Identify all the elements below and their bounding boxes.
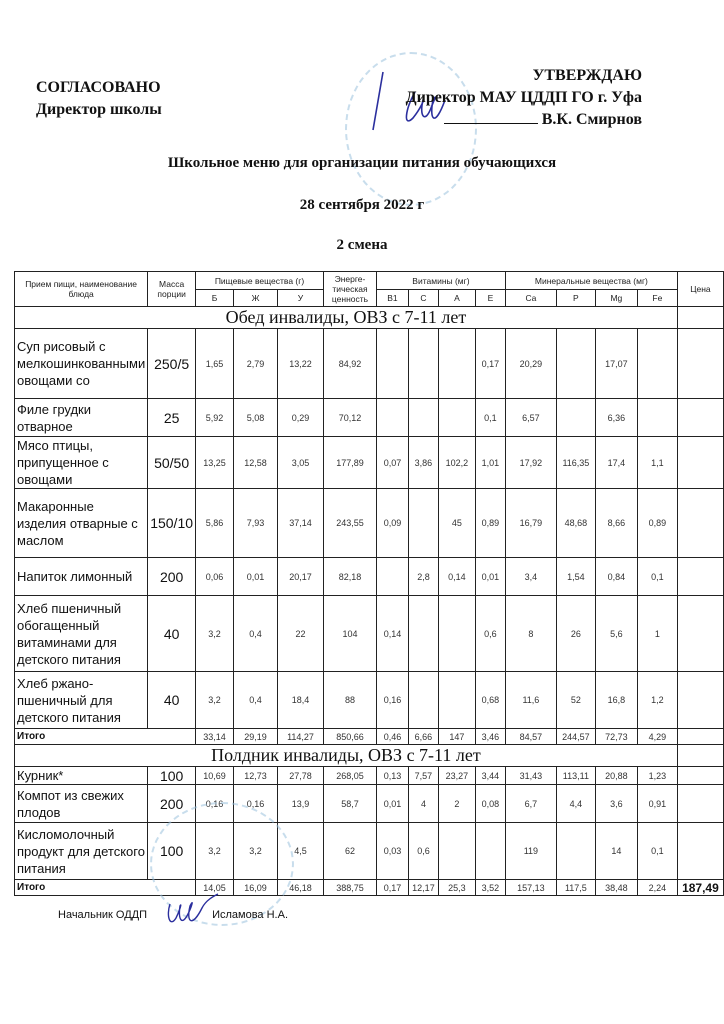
cell-u: 18,4: [278, 672, 324, 729]
total-ca: 84,57: [505, 729, 556, 745]
table-row: [15, 767, 724, 785]
cell-fe: 0,91: [637, 785, 677, 823]
cell-c: 3,86: [408, 437, 438, 489]
header-carbs: У: [278, 290, 324, 307]
cell-ca: 6,7: [505, 785, 556, 823]
cell-mg: 16,8: [595, 672, 637, 729]
price-cell: [677, 823, 723, 880]
document-shift: 2 смена: [336, 237, 388, 253]
total-c: 12,17: [408, 880, 438, 896]
dish-name: Компот из свежих плодов: [15, 785, 148, 823]
cell-e: 0,68: [475, 672, 505, 729]
cell-fe: 1,23: [637, 767, 677, 785]
portion-cell: 150/10: [148, 489, 196, 558]
cell-b: 5,86: [196, 489, 234, 558]
portion-cell: 50/50: [148, 437, 196, 489]
portion-cell: 200: [148, 785, 196, 823]
cell-c: 0,6: [408, 823, 438, 880]
cell-b1: [376, 558, 408, 596]
cell-e: 0,01: [475, 558, 505, 596]
table-row: [15, 596, 724, 672]
cell-p: [556, 399, 595, 437]
menu-body: [15, 307, 724, 896]
header-fat: Ж: [234, 290, 278, 307]
cell-energy: 268,05: [323, 767, 376, 785]
cell-a: [438, 823, 475, 880]
cell-c: [408, 329, 438, 399]
price-cell: [677, 489, 723, 558]
cell-b1: [376, 329, 408, 399]
total-e: 3,46: [475, 729, 505, 745]
header-meal: Прием пищи, наименование блюда: [15, 272, 148, 307]
portion-cell: 200: [148, 558, 196, 596]
cell-b1: 0,03: [376, 823, 408, 880]
cell-b1: 0,13: [376, 767, 408, 785]
cell-e: [475, 823, 505, 880]
section-title: Полдник инвалиды, ОВЗ с 7-11 лет: [15, 745, 678, 767]
dish-name: Суп рисовый с мелкошинкованными овощами со: [15, 329, 148, 399]
total-e: 3,52: [475, 880, 505, 896]
cell-e: 1,01: [475, 437, 505, 489]
header-ca: Ca: [505, 290, 556, 307]
price-cell: [677, 672, 723, 729]
total-c: 6,66: [408, 729, 438, 745]
cell-e: 0,17: [475, 329, 505, 399]
portion-cell: 40: [148, 672, 196, 729]
cell-u: 0,29: [278, 399, 324, 437]
dish-name: Курник*: [15, 767, 148, 785]
cell-zh: 0,16: [234, 785, 278, 823]
cell-mg: 0,84: [595, 558, 637, 596]
cell-b: 5,92: [196, 399, 234, 437]
cell-p: 116,35: [556, 437, 595, 489]
cell-e: 0,08: [475, 785, 505, 823]
cell-c: 2,8: [408, 558, 438, 596]
cell-a: 2: [438, 785, 475, 823]
cell-zh: 12,73: [234, 767, 278, 785]
total-row: [15, 880, 724, 896]
header-energy: Энерге-тическая ценность: [323, 272, 376, 307]
cell-zh: 7,93: [234, 489, 278, 558]
dish-name: Напиток лимонный: [15, 558, 148, 596]
footer-name: Исламова Н.А.: [212, 909, 289, 921]
cell-b: 3,2: [196, 823, 234, 880]
cell-ca: 16,79: [505, 489, 556, 558]
cell-zh: 0,4: [234, 672, 278, 729]
total-a: 25,3: [438, 880, 475, 896]
cell-a: 23,27: [438, 767, 475, 785]
total-b: 14,05: [196, 880, 234, 896]
section-title: Обед инвалиды, ОВЗ с 7-11 лет: [15, 307, 678, 329]
table-row: [15, 785, 724, 823]
header-fe: Fe: [637, 290, 677, 307]
portion-cell: 250/5: [148, 329, 196, 399]
cell-energy: 243,55: [323, 489, 376, 558]
cell-b: 0,06: [196, 558, 234, 596]
cell-fe: [637, 399, 677, 437]
table-row: [15, 672, 724, 729]
cell-a: [438, 399, 475, 437]
cell-mg: 17,4: [595, 437, 637, 489]
cell-c: [408, 489, 438, 558]
dish-name: Мясо птицы, припущенное с овощами: [15, 437, 148, 489]
document-date: 28 сентября 2022 г: [299, 197, 425, 213]
cell-b: 3,2: [196, 596, 234, 672]
cell-energy: 88: [323, 672, 376, 729]
total-row: [15, 729, 724, 745]
cell-energy: 70,12: [323, 399, 376, 437]
total-zh: 29,19: [234, 729, 278, 745]
cell-c: 7,57: [408, 767, 438, 785]
header-mg: Mg: [595, 290, 637, 307]
cell-mg: 5,6: [595, 596, 637, 672]
cell-b1: 0,09: [376, 489, 408, 558]
cell-fe: 0,89: [637, 489, 677, 558]
cell-ca: 20,29: [505, 329, 556, 399]
section-price-cell: [677, 745, 723, 767]
table-row: [15, 489, 724, 558]
total-p: 117,5: [556, 880, 595, 896]
approval-left-position: Директор школы: [36, 101, 162, 118]
cell-p: 26: [556, 596, 595, 672]
header-row-1: [15, 272, 724, 290]
cell-a: 0,14: [438, 558, 475, 596]
cell-zh: 0,4: [234, 596, 278, 672]
total-fe: 4,29: [637, 729, 677, 745]
header-price: Цена: [677, 272, 723, 307]
cell-p: 48,68: [556, 489, 595, 558]
cell-ca: 6,57: [505, 399, 556, 437]
signature-line: [444, 123, 538, 124]
section-header-row: [15, 307, 724, 329]
cell-fe: 0,1: [637, 558, 677, 596]
cell-ca: 11,6: [505, 672, 556, 729]
cell-energy: 82,18: [323, 558, 376, 596]
total-mg: 72,73: [595, 729, 637, 745]
menu-table: [14, 271, 724, 896]
cell-e: 3,44: [475, 767, 505, 785]
cell-ca: 3,4: [505, 558, 556, 596]
cell-c: [408, 596, 438, 672]
section-header-row: [15, 745, 724, 767]
header-b1: B1: [376, 290, 408, 307]
price-cell: [677, 399, 723, 437]
dish-name: Кисломолочный продукт для детского питания: [15, 823, 148, 880]
price-cell: [677, 785, 723, 823]
cell-e: 0,89: [475, 489, 505, 558]
cell-fe: 0,1: [637, 823, 677, 880]
cell-fe: [637, 329, 677, 399]
cell-a: [438, 329, 475, 399]
price-cell: [677, 437, 723, 489]
price-cell: [677, 558, 723, 596]
total-price: 187,49: [677, 880, 723, 896]
cell-ca: 8: [505, 596, 556, 672]
portion-cell: 100: [148, 823, 196, 880]
cell-b1: 0,16: [376, 672, 408, 729]
cell-c: [408, 399, 438, 437]
cell-u: 22: [278, 596, 324, 672]
total-energy: 850,66: [323, 729, 376, 745]
approval-right-title: УТВЕРЖДАЮ: [532, 67, 642, 84]
cell-ca: 31,43: [505, 767, 556, 785]
portion-cell: 40: [148, 596, 196, 672]
header-nutrients: Пищевые вещества (г): [196, 272, 324, 290]
table-row: [15, 399, 724, 437]
cell-p: 4,4: [556, 785, 595, 823]
header-e: E: [475, 290, 505, 307]
cell-energy: 104: [323, 596, 376, 672]
cell-a: 102,2: [438, 437, 475, 489]
cell-energy: 62: [323, 823, 376, 880]
cell-fe: 1,1: [637, 437, 677, 489]
cell-mg: 14: [595, 823, 637, 880]
price-cell: [677, 596, 723, 672]
approval-left: [36, 77, 162, 121]
document-title: Школьное меню для организации питания обучающихся: [167, 155, 557, 171]
cell-zh: 2,79: [234, 329, 278, 399]
cell-u: 13,22: [278, 329, 324, 399]
cell-u: 3,05: [278, 437, 324, 489]
cell-zh: 12,58: [234, 437, 278, 489]
cell-p: [556, 329, 595, 399]
total-label: Итого: [15, 729, 196, 745]
cell-u: 4,5: [278, 823, 324, 880]
footer-position: Начальник ОДДП: [58, 909, 148, 921]
cell-fe: 1: [637, 596, 677, 672]
cell-a: 45: [438, 489, 475, 558]
cell-p: 113,11: [556, 767, 595, 785]
approval-right: [380, 65, 642, 131]
cell-u: 13,9: [278, 785, 324, 823]
cell-b1: 0,07: [376, 437, 408, 489]
total-b: 33,14: [196, 729, 234, 745]
approval-right-position: Директор МАУ ЦДДП ГО г. Уфа: [405, 89, 642, 106]
cell-mg: 17,07: [595, 329, 637, 399]
cell-b: 0,16: [196, 785, 234, 823]
cell-u: 37,14: [278, 489, 324, 558]
cell-p: 52: [556, 672, 595, 729]
total-zh: 16,09: [234, 880, 278, 896]
approval-left-title: СОГЛАСОВАНО: [36, 79, 161, 96]
total-p: 244,57: [556, 729, 595, 745]
cell-ca: 119: [505, 823, 556, 880]
total-label: Итого: [15, 880, 196, 896]
cell-p: [556, 823, 595, 880]
table-row: [15, 329, 724, 399]
cell-energy: 58,7: [323, 785, 376, 823]
dish-name: Хлеб пшеничный обогащенный витаминами для детского питания: [15, 596, 148, 672]
dish-name: Хлеб ржано-пшеничный для детского питания: [15, 672, 148, 729]
cell-e: 0,1: [475, 399, 505, 437]
price-cell: [677, 767, 723, 785]
total-energy: 388,75: [323, 880, 376, 896]
header-minerals: Минеральные вещества (мг): [505, 272, 677, 290]
cell-mg: 6,36: [595, 399, 637, 437]
table-row: [15, 437, 724, 489]
total-u: 114,27: [278, 729, 324, 745]
section-price-cell: [677, 307, 723, 329]
price-cell: [677, 329, 723, 399]
cell-b1: [376, 399, 408, 437]
cell-a: [438, 672, 475, 729]
total-fe: 2,24: [637, 880, 677, 896]
total-b1: 0,46: [376, 729, 408, 745]
cell-mg: 20,88: [595, 767, 637, 785]
cell-u: 20,17: [278, 558, 324, 596]
table-row: [15, 823, 724, 880]
cell-b: 3,2: [196, 672, 234, 729]
cell-e: 0,6: [475, 596, 505, 672]
total-ca: 157,13: [505, 880, 556, 896]
header-a: A: [438, 290, 475, 307]
dish-name: Филе грудки отварное: [15, 399, 148, 437]
cell-zh: 3,2: [234, 823, 278, 880]
cell-mg: 3,6: [595, 785, 637, 823]
cell-a: [438, 596, 475, 672]
cell-energy: 84,92: [323, 329, 376, 399]
cell-p: 1,54: [556, 558, 595, 596]
total-b1: 0,17: [376, 880, 408, 896]
table-row: [15, 558, 724, 596]
cell-b1: 0,14: [376, 596, 408, 672]
total-a: 147: [438, 729, 475, 745]
header-vitamins: Витамины (мг): [376, 272, 505, 290]
total-mg: 38,48: [595, 880, 637, 896]
cell-c: 4: [408, 785, 438, 823]
portion-cell: 25: [148, 399, 196, 437]
signature-head-icon: [160, 888, 220, 933]
header-protein: Б: [196, 290, 234, 307]
cell-c: [408, 672, 438, 729]
cell-b: 13,25: [196, 437, 234, 489]
cell-zh: 5,08: [234, 399, 278, 437]
dish-name: Макаронные изделия отварные с маслом: [15, 489, 148, 558]
cell-mg: 8,66: [595, 489, 637, 558]
cell-b: 10,69: [196, 767, 234, 785]
header-c: C: [408, 290, 438, 307]
portion-cell: 100: [148, 767, 196, 785]
total-u: 46,18: [278, 880, 324, 896]
cell-ca: 17,92: [505, 437, 556, 489]
header-p: P: [556, 290, 595, 307]
total-price: [677, 729, 723, 745]
approval-right-signatory: В.К. Смирнов: [541, 111, 642, 128]
cell-b: 1,65: [196, 329, 234, 399]
cell-fe: 1,2: [637, 672, 677, 729]
cell-zh: 0,01: [234, 558, 278, 596]
cell-u: 27,78: [278, 767, 324, 785]
cell-b1: 0,01: [376, 785, 408, 823]
cell-energy: 177,89: [323, 437, 376, 489]
header-portion: Масса порции: [148, 272, 196, 307]
